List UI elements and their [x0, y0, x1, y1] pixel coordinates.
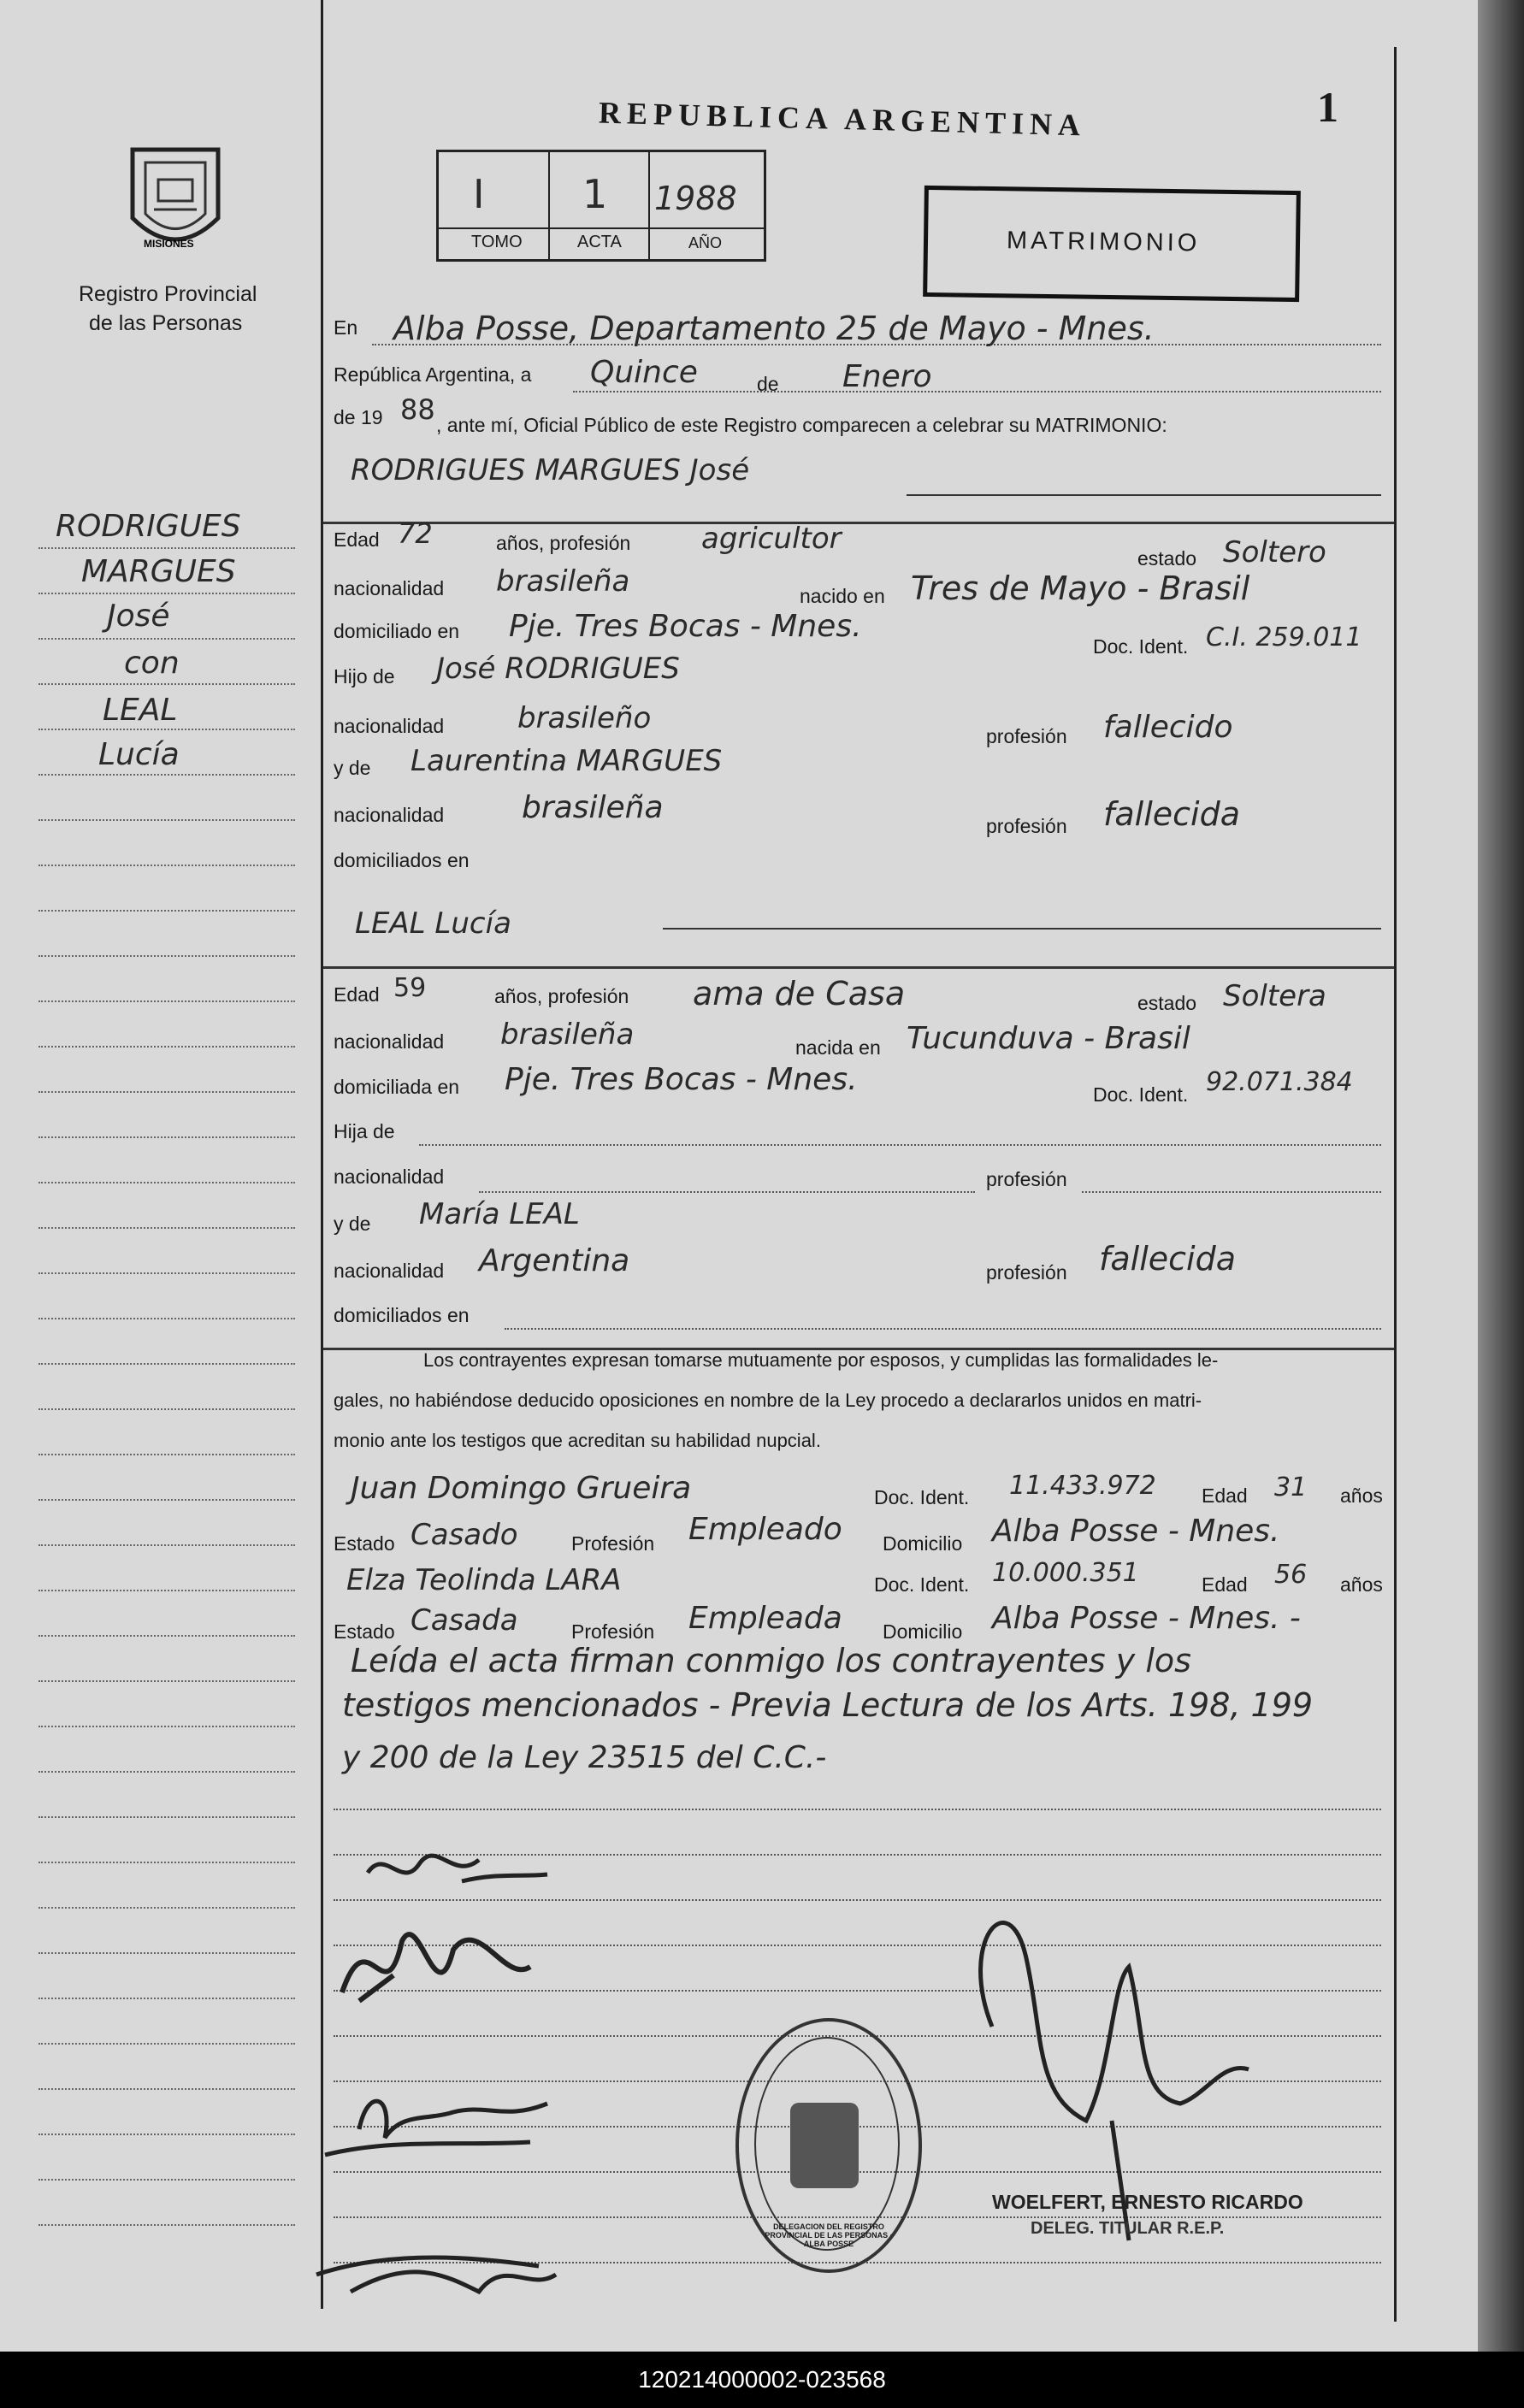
registry-name-line1: Registro Provincial	[79, 282, 257, 306]
margin-name-0: RODRIGUES	[56, 509, 241, 544]
margin-name-1: MARGUES	[81, 554, 236, 589]
groom-madre-nac: brasileña	[522, 790, 664, 825]
groom-anos-profesion-label: años, profesión	[496, 532, 631, 554]
bride-name: LEAL Lucía	[355, 906, 511, 941]
bride-profesion: ama de Casa	[693, 975, 906, 1012]
bride-y-de-label: y de	[334, 1213, 371, 1235]
groom-nacido-en-label: nacido en	[800, 585, 885, 607]
bride-domiciliados-label: domiciliados en	[334, 1304, 470, 1326]
bride-estado: Soltera	[1223, 979, 1326, 1013]
tomo-value: I	[473, 171, 485, 217]
bride-hija-de-label: Hija de	[334, 1120, 395, 1142]
bride-nacida-en: Tucunduva - Brasil	[907, 1021, 1190, 1056]
day-value: Quince	[590, 355, 698, 390]
official-name: WOELFERT, ERNESTO RICARDO	[992, 2191, 1303, 2213]
declaration-line-1: Los contrayentes expresan tomarse mutuamente por esposos, y cumplidas las formalidades le-	[423, 1349, 1219, 1371]
witness-1-profesion-label: Profesión	[571, 1532, 655, 1555]
record-type-label: MATRIMONIO	[1006, 227, 1201, 257]
witness-1-name: Juan Domingo Grueira	[351, 1471, 692, 1506]
official-title: DELEG. TITULAR R.E.P.	[1031, 2219, 1225, 2238]
groom-doc: C.I. 259.011	[1206, 623, 1362, 652]
margin-name-5: Lucía	[98, 737, 180, 772]
declaration-line-2: gales, no habiéndose deducido oposiciones en nombre de la Ley procedo a declararlos unidos en matri-	[334, 1390, 1202, 1411]
margin-name-4: LEAL	[103, 693, 178, 728]
seal-text: MISIONES	[144, 238, 194, 250]
witness-2-edad: 56	[1274, 1560, 1308, 1590]
groom-domicilio-label: domiciliado en	[334, 620, 460, 642]
witness-2-name: Elza Teolinda LARA	[346, 1563, 622, 1597]
bride-madre-prof-label: profesión	[986, 1261, 1067, 1284]
witness-2-domicilio-label: Domicilio	[883, 1620, 963, 1643]
bride-nacionalidad-label: nacionalidad	[334, 1030, 445, 1053]
groom-nacionalidad-label: nacionalidad	[334, 577, 445, 599]
groom-padre-prof: fallecido	[1103, 710, 1233, 745]
en-label: En	[334, 316, 358, 339]
witness-2-estado: Casada	[411, 1603, 518, 1638]
closing-line-3: y 200 de la Ley 23515 del C.C.-	[342, 1740, 827, 1775]
bride-estado-label: estado	[1137, 992, 1197, 1014]
witness-2-profesion-label: Profesión	[571, 1620, 655, 1643]
groom-madre: Laurentina MARGUES	[411, 744, 723, 778]
bride-madre-prof: fallecida	[1099, 1240, 1237, 1278]
bride-padre-nac-label: nacionalidad	[334, 1166, 445, 1188]
groom-padre-nac-label: nacionalidad	[334, 715, 445, 737]
witness-2-anos-label: años	[1340, 1573, 1383, 1596]
groom-madre-prof-label: profesión	[986, 815, 1067, 837]
groom-nacido-en: Tres de Mayo - Brasil	[911, 570, 1250, 607]
groom-madre-nac-label: nacionalidad	[334, 804, 445, 826]
witness-1-edad-label: Edad	[1202, 1484, 1248, 1507]
bride-padre-prof-label: profesión	[986, 1168, 1067, 1190]
witness-1-estado-label: Estado	[334, 1532, 395, 1555]
witness-2-profesion: Empleada	[688, 1601, 842, 1636]
bride-madre-nac-label: nacionalidad	[334, 1260, 445, 1282]
bride-edad: 59	[393, 973, 427, 1003]
groom-estado: Soltero	[1223, 535, 1326, 570]
stamp-emblem-icon	[790, 2103, 859, 2188]
witness-2-doc: 10.000.351	[992, 1558, 1139, 1588]
groom-profesion: agricultor	[701, 522, 842, 556]
groom-domicilio: Pje. Tres Bocas - Mnes.	[509, 609, 862, 644]
witness-1-estado: Casado	[411, 1518, 518, 1552]
archive-id-footer: 120214000002-023568	[0, 2352, 1524, 2408]
witness-1-doc: 11.433.972	[1009, 1471, 1156, 1501]
groom-padre-prof-label: profesión	[986, 725, 1067, 747]
groom-padre-nac: brasileño	[517, 701, 652, 735]
bride-edad-label: Edad	[334, 983, 380, 1006]
paper-edge	[1478, 0, 1524, 2352]
anio-label: AÑO	[688, 234, 723, 251]
stamp-text: DELEGACION DEL REGISTRO PROVINCIAL DE LAS PERSONAS · ALBA POSSE	[765, 2222, 893, 2248]
bride-nacida-en-label: nacida en	[795, 1036, 881, 1059]
groom-domiciliados-label: domiciliados en	[334, 849, 470, 871]
year-prefix: de 19	[334, 406, 383, 428]
groom-edad-label: Edad	[334, 528, 380, 551]
witness-2-doc-label: Doc. Ident.	[874, 1573, 970, 1596]
anio-value: 1988	[654, 180, 737, 217]
groom-nacionalidad: brasileña	[496, 564, 630, 599]
bride-madre: María LEAL	[419, 1197, 580, 1231]
bride-domicilio-label: domiciliada en	[334, 1076, 460, 1098]
country-title: REPUBLICA ARGENTINA	[598, 95, 1087, 143]
witness-1-edad: 31	[1274, 1473, 1308, 1502]
witness-1-domicilio-label: Domicilio	[883, 1532, 963, 1555]
bride-doc: 92.071.384	[1206, 1067, 1353, 1097]
de-label: de	[757, 373, 779, 395]
groom-estado-label: estado	[1137, 547, 1197, 570]
year-suffix: 88	[400, 393, 435, 426]
groom-doc-label: Doc. Ident.	[1093, 635, 1189, 658]
bride-nacionalidad: brasileña	[500, 1018, 635, 1052]
declaration-line-3: monio ante los testigos que acreditan su habilidad nupcial.	[334, 1430, 821, 1451]
closing-line-1: Leída el acta firman conmigo los contrayentes y los	[351, 1642, 1191, 1679]
intro-text: , ante mí, Oficial Público de este Registro comparecen a celebrar su MATRIMONIO:	[436, 414, 1167, 436]
groom-name: RODRIGUES MARGUES José	[351, 453, 750, 487]
groom-edad: 72	[398, 517, 433, 550]
witness-1-doc-label: Doc. Ident.	[874, 1486, 970, 1508]
province-seal-icon	[120, 137, 231, 265]
witness-2-estado-label: Estado	[334, 1620, 395, 1643]
page-number: 1	[1317, 83, 1338, 131]
witness-1-anos-label: años	[1340, 1484, 1383, 1507]
bride-madre-nac: Argentina	[479, 1243, 630, 1278]
acta-value: 1	[582, 171, 608, 217]
witness-1-profesion: Empleado	[688, 1512, 842, 1547]
groom-padre: José RODRIGUES	[436, 652, 680, 686]
witness-1-domicilio: Alba Posse - Mnes.	[992, 1514, 1280, 1549]
republica-label: República Argentina, a	[334, 363, 532, 386]
margin-name-2: José	[107, 599, 170, 634]
groom-y-de-label: y de	[334, 757, 371, 779]
closing-line-2: testigos mencionados - Previa Lectura de los Arts. 198, 199	[342, 1686, 1314, 1724]
witness-2-edad-label: Edad	[1202, 1573, 1248, 1596]
place-value: Alba Posse, Departamento 25 de Mayo - Mnes.	[393, 310, 1155, 347]
reference-box	[436, 150, 766, 262]
bride-anos-profesion-label: años, profesión	[494, 985, 629, 1007]
acta-label: ACTA	[577, 233, 622, 251]
bride-doc-label: Doc. Ident.	[1093, 1083, 1189, 1106]
margin-name-3: con	[124, 646, 180, 681]
bride-domicilio: Pje. Tres Bocas - Mnes.	[505, 1062, 858, 1097]
month-value: Enero	[842, 359, 932, 394]
registry-stamp	[735, 2018, 922, 2273]
groom-madre-prof: fallecida	[1103, 795, 1241, 833]
witness-2-domicilio: Alba Posse - Mnes. -	[992, 1601, 1301, 1636]
groom-hijo-de-label: Hijo de	[334, 665, 395, 688]
record-type-box	[923, 186, 1301, 302]
registry-name-line2: de las Personas	[89, 311, 243, 335]
tomo-label: TOMO	[471, 233, 523, 251]
